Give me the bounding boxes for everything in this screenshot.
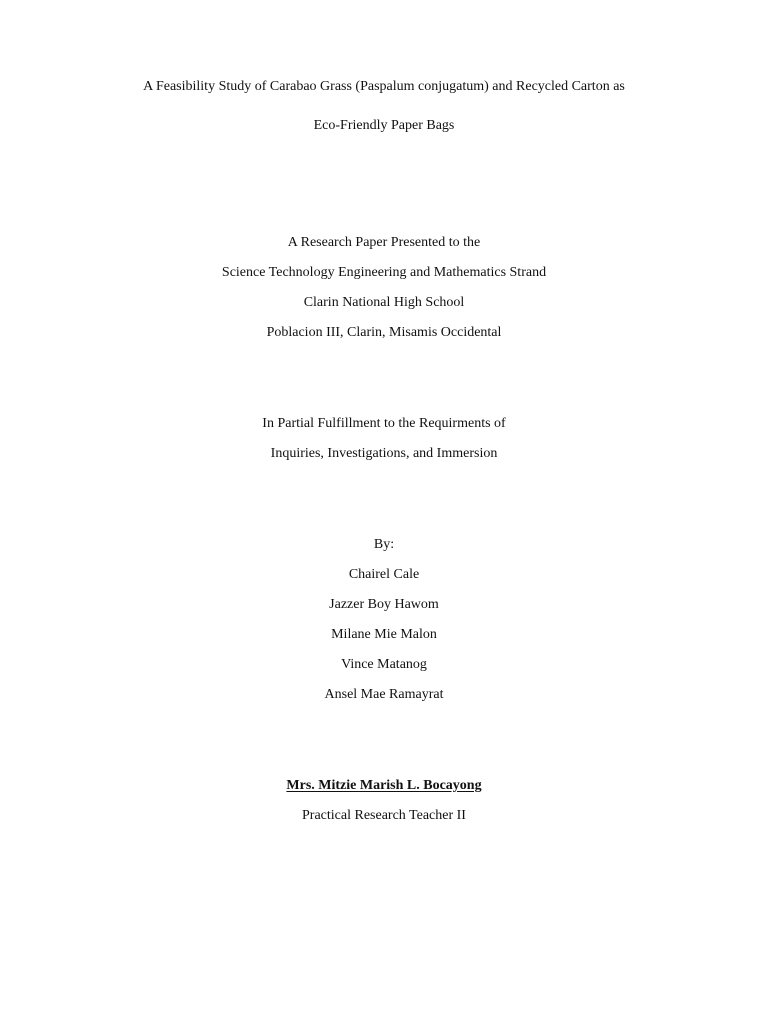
author-name: Chairel Cale bbox=[348, 567, 420, 582]
by-label: By: bbox=[373, 537, 395, 552]
school-name: Clarin National High School bbox=[303, 295, 465, 310]
strand-name: Science Technology Engineering and Mathematics Strand bbox=[221, 265, 547, 280]
author-name: Jazzer Boy Hawom bbox=[329, 597, 439, 612]
author-name: Ansel Mae Ramayrat bbox=[324, 687, 444, 702]
fulfillment-text: In Partial Fulfillment to the Requirments of bbox=[262, 416, 506, 431]
adviser-name: Mrs. Mitzie Marish L. Bocayong bbox=[286, 778, 482, 793]
author-name: Vince Matanog bbox=[341, 657, 427, 672]
paper-title-line-1: A Feasibility Study of Carabao Grass (Paspalum conjugatum) and Recycled Carton as bbox=[143, 79, 625, 94]
course-name: Inquiries, Investigations, and Immersion bbox=[270, 446, 498, 461]
adviser-position: Practical Research Teacher II bbox=[302, 808, 466, 823]
school-address: Poblacion III, Clarin, Misamis Occidental bbox=[266, 325, 502, 340]
paper-title-line-2: Eco-Friendly Paper Bags bbox=[313, 118, 455, 133]
presented-to-text: A Research Paper Presented to the bbox=[287, 235, 481, 250]
author-name: Milane Mie Malon bbox=[331, 627, 437, 642]
